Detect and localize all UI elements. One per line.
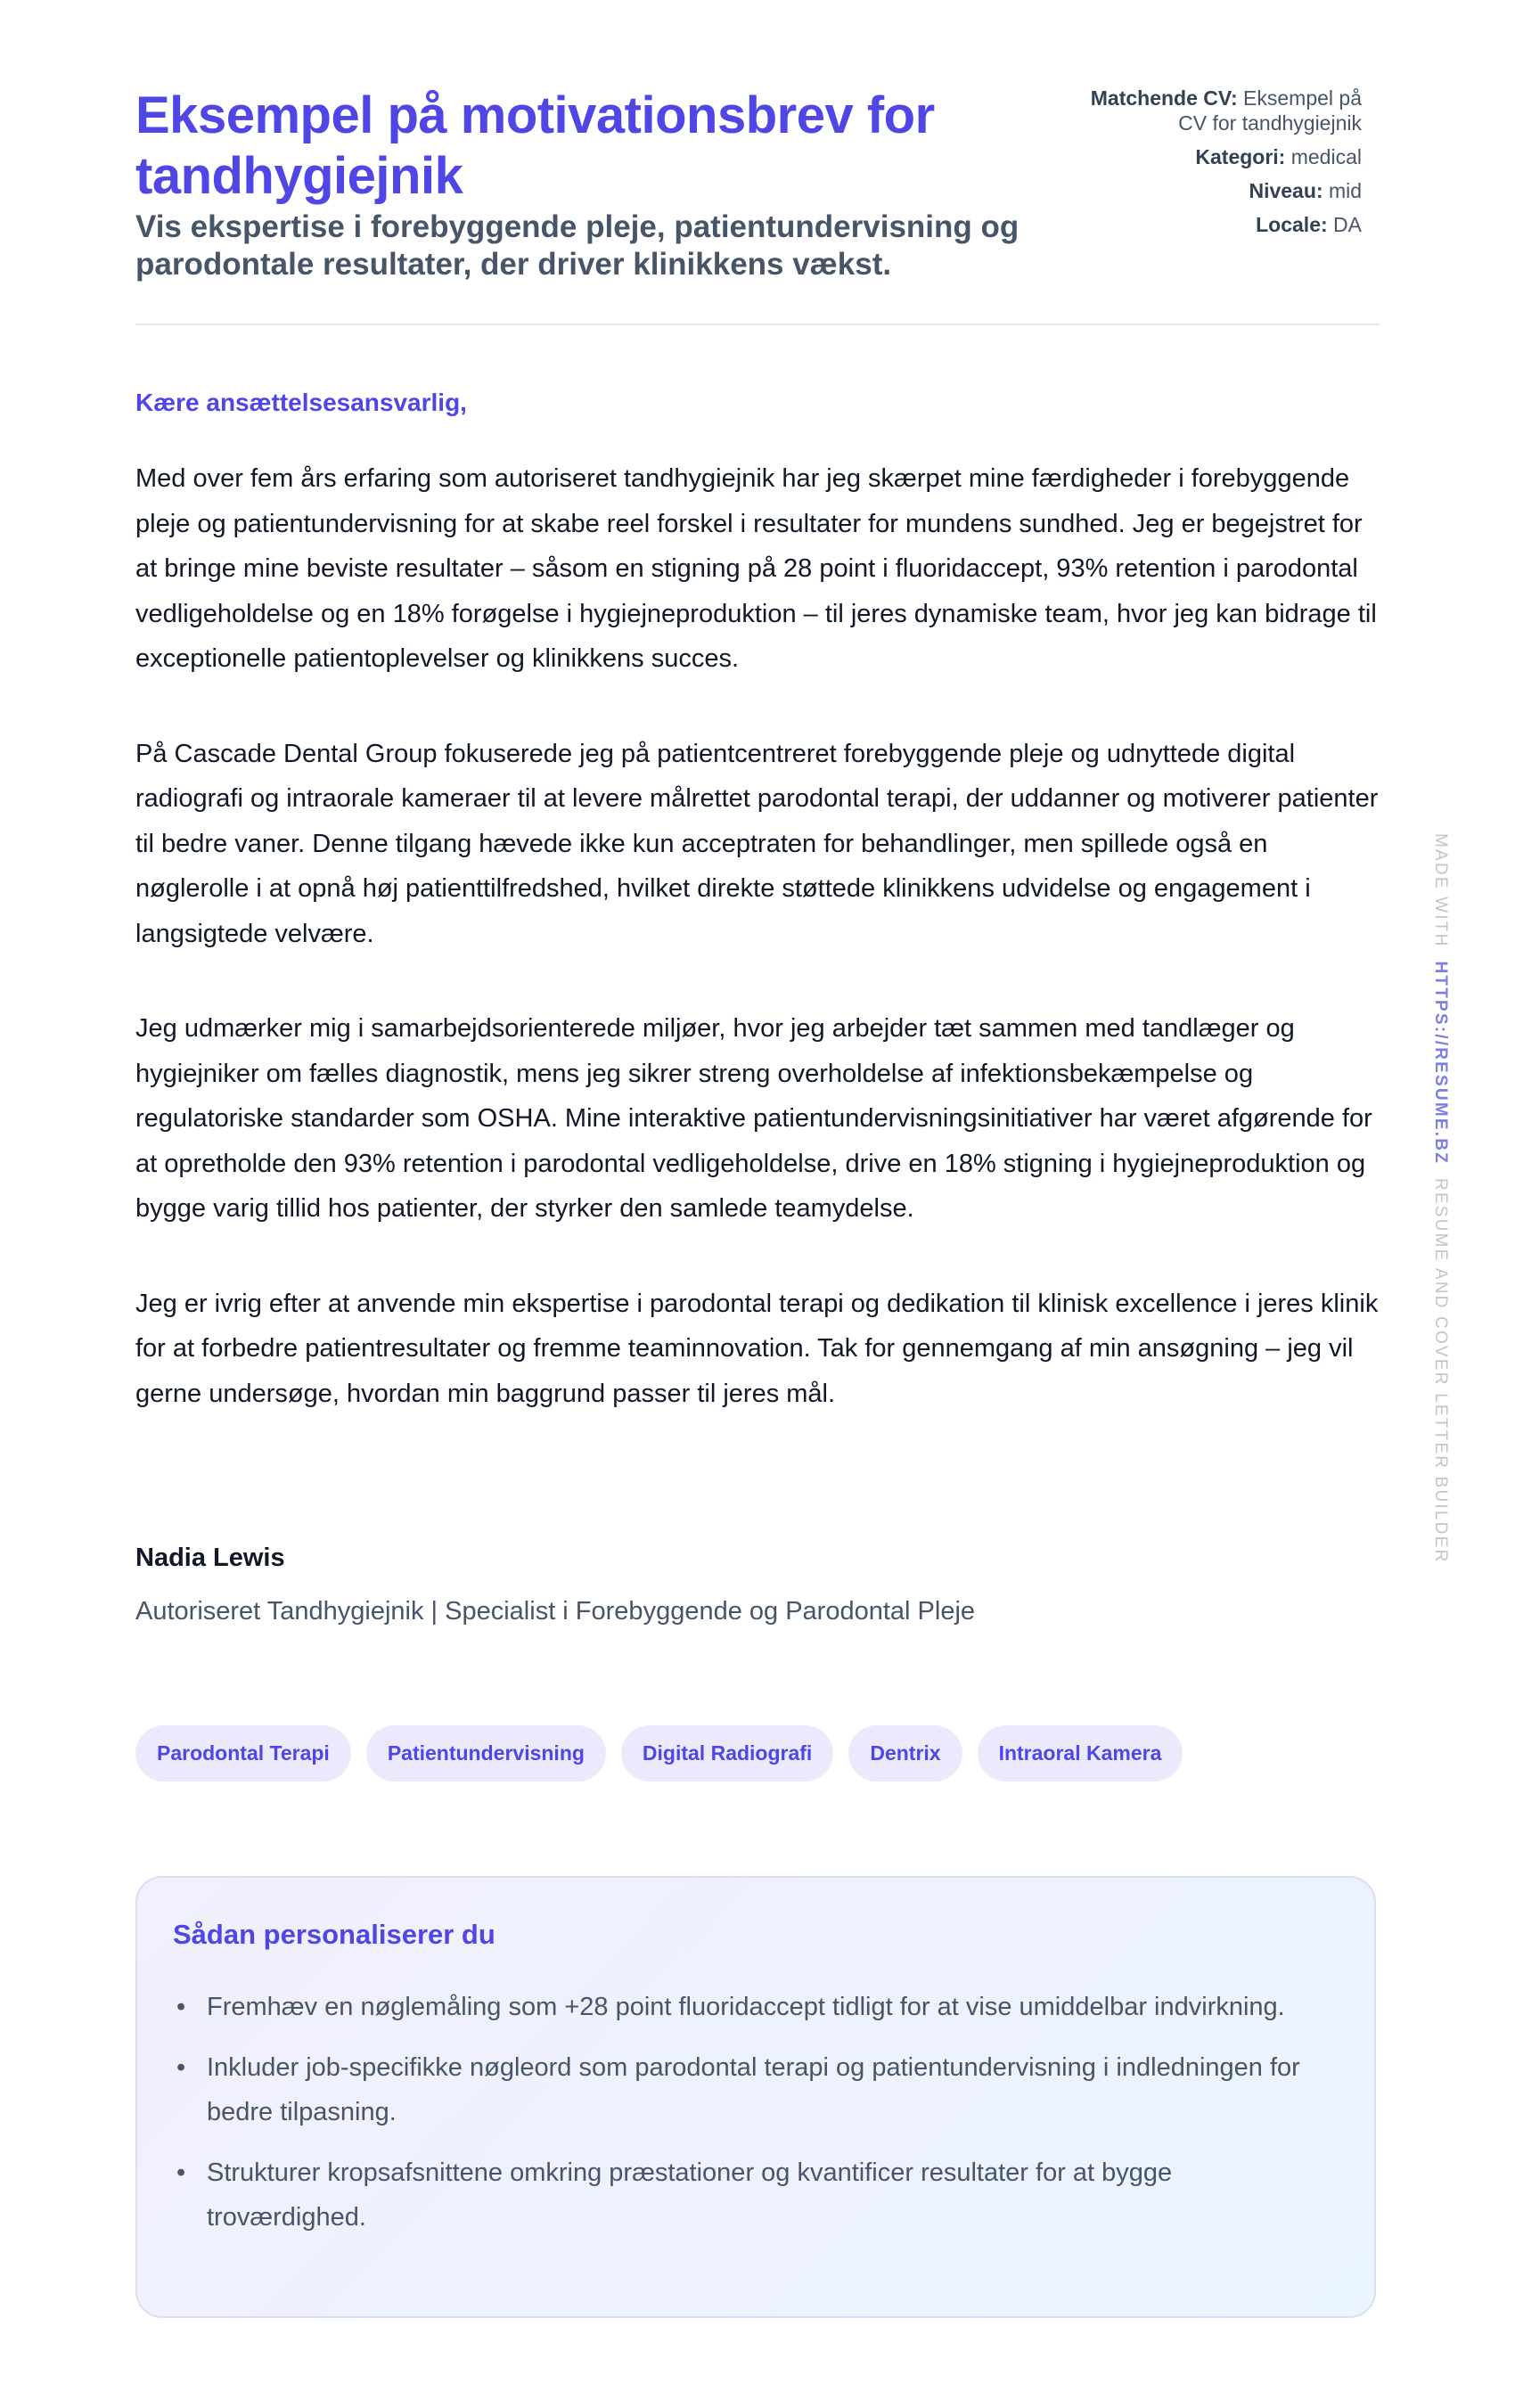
- skill-tag: Patientundervisning: [366, 1725, 606, 1781]
- header: [135, 86, 1380, 283]
- branding-suffix: RESUME AND COVER LETTER BUILDER: [1431, 1177, 1450, 1564]
- letter-paragraph: Jeg udmærker mig i samarbejdsorienterede miljøer, hvor jeg arbejder tæt sammen med tandlæger og hygiejniker om fælles diagnostik, mens jeg sikrer streng overholdelse af infektionsbekæmpelse og regulatoriske standarder som OSHA. Mine interaktive patientundervisningsinitiativer har været afgørende for at opretholde den 93% retention i parodontal vedligeholdelse, drive en 18% stigning i hygiejneproduktion og bygge varig tillid hos patienter, der styrker den samlede teamydelse.: [135, 1014, 1372, 1223]
- branding-link[interactable]: HTTPS://RESUME.BZ: [1431, 961, 1450, 1165]
- meta-category: [1070, 144, 1362, 169]
- branding-prefix: MADE WITH: [1431, 833, 1450, 948]
- page-title: Eksempel på motivationsbrev for tandhygiejnik: [135, 86, 935, 205]
- letter-paragraph: Jeg er ivrig efter at anvende min ekspertise i parodontal terapi og dedikation til klinisk excellence i jeres klinik for at forbedre patientresultater og fremme teaminnovation. Tak for gennemgang af min ansøgning – jeg vil gerne undersøge, hvordan min baggrund passer til jeres mål.: [135, 1289, 1379, 1408]
- page-subtitle: Vis ekspertise i forebyggende pleje, patientundervisning og parodontale resultater, der driver klinikkens vækst.: [135, 209, 1020, 282]
- skill-tags: [135, 1725, 1183, 1781]
- letter-paragraph: Med over fem års erfaring som autoriseret tandhygiejnik har jeg skærpet mine færdigheder i forebyggende pleje og patientundervisning for at skabe reel forskel i resultater for mundens sundhed. Jeg er begejstret for at bringe mine beviste resultater – såsom en stigning på 28 point i fluoridaccept, 93% retention i parodontal vedligeholdelse og en 18% forøgelse i hygiejneproduktion – til jeres dynamiske team, hvor jeg kan bidrage til exceptionelle patientoplevelser og klinikkens succes.: [135, 464, 1377, 673]
- meta-value: mid: [1328, 179, 1362, 202]
- letter-greeting: Kære ansættelsesansvarlig,: [135, 389, 467, 416]
- meta-level: [1070, 178, 1362, 203]
- tip-text: Fremhæv en nøglemåling som +28 point fluoridaccept tidligt for at vise umiddelbar indvirkning.: [207, 1993, 1285, 2021]
- tip-item: [173, 2045, 1331, 2134]
- meta-label: Locale:: [1256, 213, 1328, 236]
- tip-item: [173, 2150, 1331, 2240]
- signature-title: Autoriseret Tandhygiejnik | Specialist i Forebyggende og Parodontal Pleje: [135, 1597, 976, 1626]
- letter-body: [135, 385, 1383, 1466]
- meta-locale: [1070, 212, 1362, 237]
- vertical-branding: [1429, 833, 1455, 1564]
- tip-item: [173, 1985, 1331, 2029]
- tip-text: Inkluder job-specifikke nøgleord som parodontal terapi og patientundervisning i indledningen for bedre tilpasning.: [207, 2053, 1300, 2126]
- tip-text: Strukturer kropsafsnittene omkring præstationer og kvantificer resultater for at bygge troværdighed.: [207, 2158, 1173, 2232]
- meta-value: DA: [1333, 213, 1362, 236]
- meta-label: Kategori:: [1195, 145, 1286, 168]
- meta-value[interactable]: Eksempel på CV for tandhygiejnik: [1178, 86, 1362, 135]
- tips-list: [173, 1985, 1331, 2256]
- meta-label: Matchende CV:: [1090, 86, 1238, 110]
- skill-tag: Dentrix: [848, 1725, 962, 1781]
- header-left: [135, 86, 1070, 283]
- bullet-icon: •: [176, 2053, 186, 2082]
- personalization-tips-box: [135, 1876, 1376, 2318]
- skill-tag: Digital Radiografi: [621, 1725, 833, 1781]
- meta-panel: [1070, 86, 1362, 246]
- signature-block: [135, 1540, 975, 1629]
- signature-name: Nadia Lewis: [135, 1544, 285, 1572]
- branding-text: [1430, 833, 1450, 1563]
- letter-paragraph: På Cascade Dental Group fokuserede jeg på patientcentreret forebyggende pleje og udnyttede digital radiografi og intraorale kameraer til at levere målrettet parodontal terapi, der uddanner og motiverer patienter til bedre vaner. Denne tilgang hævede ikke kun acceptraten for behandlinger, men spillede også en nøglerolle i at opnå høj patienttilfredshed, hvilket direkte støttede klinikkens udvidelse og engagement i langsigtede velvære.: [135, 739, 1379, 948]
- bullet-icon: •: [176, 1993, 186, 2021]
- meta-value: medical: [1290, 145, 1362, 168]
- meta-matching-cv: [1070, 86, 1362, 135]
- skill-tag: Parodontal Terapi: [135, 1725, 351, 1781]
- header-divider: [135, 324, 1380, 325]
- skill-tag: Intraoral Kamera: [978, 1725, 1183, 1781]
- document-header-area: [135, 86, 1380, 283]
- tips-title: Sådan personaliserer du: [173, 1919, 495, 1950]
- bullet-icon: •: [176, 2158, 186, 2187]
- meta-label: Niveau:: [1249, 179, 1323, 202]
